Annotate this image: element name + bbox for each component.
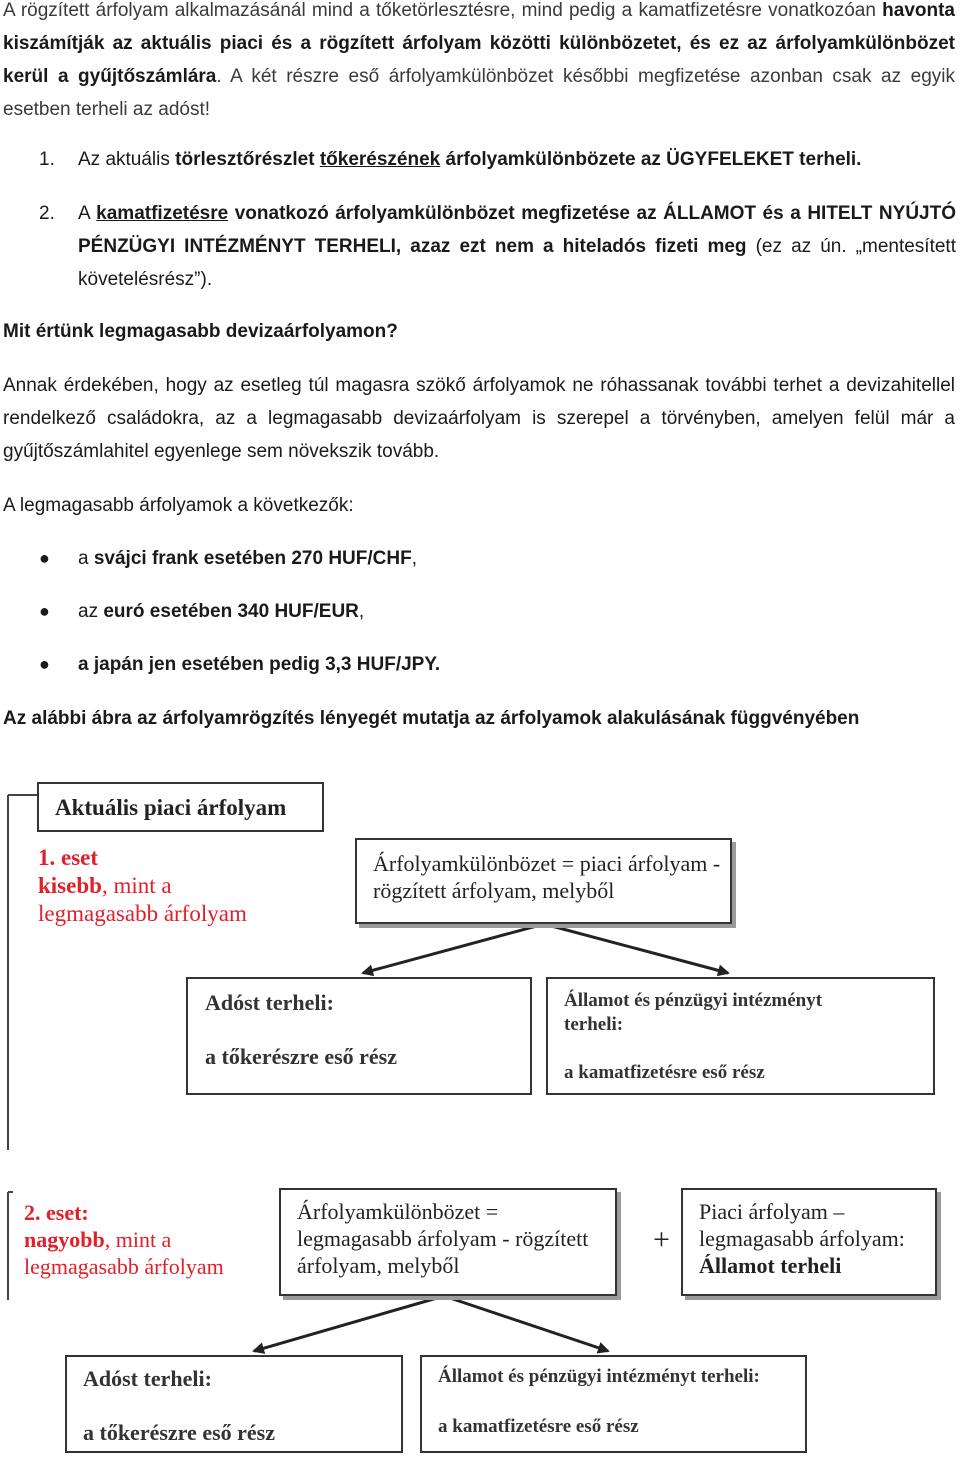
case1-label: 1. eset kisebb, mint a legmagasabb árfolyam bbox=[38, 845, 247, 926]
state-box-1: Államot és pénzügyi intézményt terheli: a kamatfizetésre eső rész bbox=[546, 977, 935, 1095]
list-item: ● a svájci frank esetében 270 HUF/CHF, bbox=[3, 542, 955, 575]
list-item: ● az euró esetében 340 HUF/EUR, bbox=[3, 595, 955, 628]
paragraph-2: Annak érdekében, hogy az esetleg túl magasra szökő árfolyamok ne róhassanak további terhet a devizahitellel rendelkező családokra, az a legmagasabb devizaárfolyam is szerepel a törvényben, amelyen felül már a gyűjtőszámlahitel egyenlege sem növekszik tovább. bbox=[3, 375, 955, 462]
item-text: A kamatfizetésre vonatkozó árfolyamkülönbözet megfizetése az ÁLLAMOT és a HITELT NYÚJTÓ PÉNZÜGYI INTÉZMÉNYT TERHELI, azaz ezt nem a hiteladós fizeti meg (ez az ún. „mentesített követelésrész”). bbox=[78, 203, 957, 290]
arrow-to-state-1 bbox=[544, 924, 728, 973]
item-text: Az aktuális törlesztőrészlet tőkerészének árfolyamkülönbözete az ÜGYFELEKET terheli. bbox=[78, 149, 862, 170]
bullet-icon: ● bbox=[39, 601, 50, 621]
arrow-to-debtor-2 bbox=[254, 1296, 444, 1351]
intro-text-end: . A két részre eső árfolyamkülönbözet későbbi megfizetése azonban csak az egyik esetben terheli az adóst! bbox=[3, 66, 955, 120]
paragraph-3: A legmagasabb árfolyamok a következők: bbox=[3, 495, 354, 516]
arrow-to-debtor-1 bbox=[363, 924, 544, 973]
list-item: ● a japán jen esetében pedig 3,3 HUF/JPY. bbox=[3, 648, 955, 681]
market-rate-box: Aktuális piaci árfolyam bbox=[37, 782, 324, 832]
section-heading-1: Mit értünk legmagasabb devizaárfolyamon? bbox=[3, 321, 398, 342]
debtor-box-2: Adóst terheli: a tőkerészre eső rész bbox=[65, 1355, 403, 1453]
plus-sign: + bbox=[653, 1223, 670, 1256]
case2-label: 2. eset: nagyobb, mint a legmagasabb árfolyam bbox=[24, 1200, 224, 1279]
debtor-box-1: Adóst terheli: a tőkerészre eső rész bbox=[186, 977, 532, 1095]
intro-text: A rögzített árfolyam alkalmazásánál mind a tőketörlesztésre, mind pedig a kamatfizetésre vonatkozóan bbox=[3, 0, 883, 21]
bullet-icon: ● bbox=[39, 548, 50, 568]
intro-bold-text: havonta kiszámítják az aktuális piaci és a rögzített árfolyam közötti különbözetet, és ez az árfolyamkülönbözet kerül a gyűjtőszámlára bbox=[3, 0, 955, 87]
section-heading-2: Az alábbi ábra az árfolyamrögzítés lényegét mutatja az árfolyamok alakulásának függvényében bbox=[3, 708, 860, 729]
bullet-icon: ● bbox=[39, 654, 50, 674]
rate-difference-box-2: Árfolyamkülönbözet = legmagasabb árfolyam - rögzített árfolyam, melyből bbox=[279, 1188, 617, 1296]
arrow-to-state-2 bbox=[444, 1296, 608, 1351]
market-minus-max-box: Piaci árfolyam – legmagasabb árfolyam: Államot terheli bbox=[681, 1188, 937, 1296]
item-number: 2. bbox=[39, 203, 55, 224]
rate-difference-box-1: Árfolyamkülönbözet = piaci árfolyam - rögzített árfolyam, melyből bbox=[355, 838, 732, 924]
item-number: 1. bbox=[39, 149, 55, 170]
state-box-2: Államot és pénzügyi intézményt terheli: a kamatfizetésre eső rész bbox=[420, 1355, 807, 1453]
